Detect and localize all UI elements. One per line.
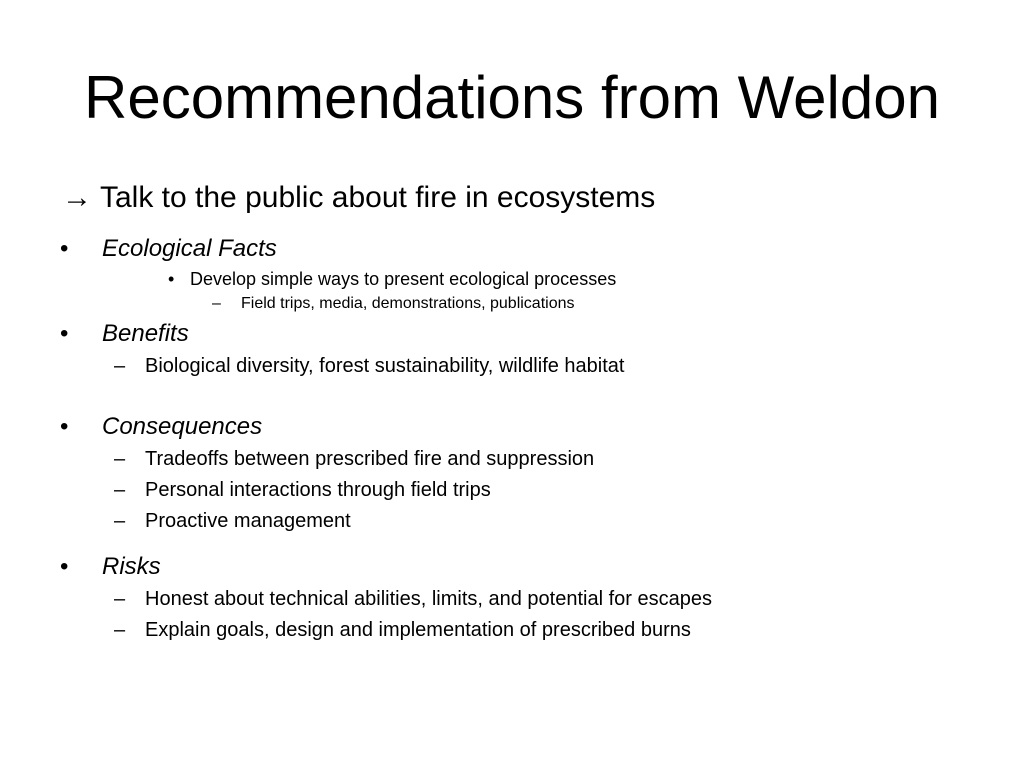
sub-item-text: Explain goals, design and implementation of prescribed burns [145, 619, 691, 641]
subsub-text: Field trips, media, demonstrations, publications [241, 295, 575, 312]
intro-line [62, 181, 655, 215]
sub-bullet-marker: • [168, 269, 175, 289]
intro-text: Talk to the public about fire in ecosystems [100, 181, 656, 214]
bullet-marker: • [60, 413, 69, 440]
bullet-marker: • [60, 320, 69, 347]
bullet-heading: Consequences [102, 413, 263, 440]
sub-item-text: Tradeoffs between prescribed fire and suppression [145, 448, 595, 470]
bullet-heading: Benefits [102, 320, 189, 347]
dash-marker: – [114, 588, 126, 610]
sub-item-text: Proactive management [145, 510, 351, 532]
subbullet-text: Develop simple ways to present ecological processes [190, 269, 617, 289]
bullet-heading: Ecological Facts [102, 235, 277, 262]
slide-title: Recommendations from Weldon [84, 64, 940, 131]
dash-marker: – [114, 448, 126, 470]
right-arrow-icon: → [62, 181, 92, 214]
sub-item-text: Personal interactions through field trips [145, 479, 491, 501]
bullet-marker: • [60, 235, 69, 262]
sub-item-text: Honest about technical abilities, limits, and potential for escapes [145, 588, 712, 610]
dash-marker: – [114, 355, 126, 377]
bullet-marker: • [60, 553, 69, 580]
dash-marker: – [212, 295, 221, 312]
dash-marker: – [114, 619, 126, 641]
dash-marker: – [114, 510, 126, 532]
bullet-heading: Risks [102, 553, 161, 580]
sub-item-text: Biological diversity, forest sustainability, wildlife habitat [145, 355, 625, 377]
dash-marker: – [114, 479, 126, 501]
